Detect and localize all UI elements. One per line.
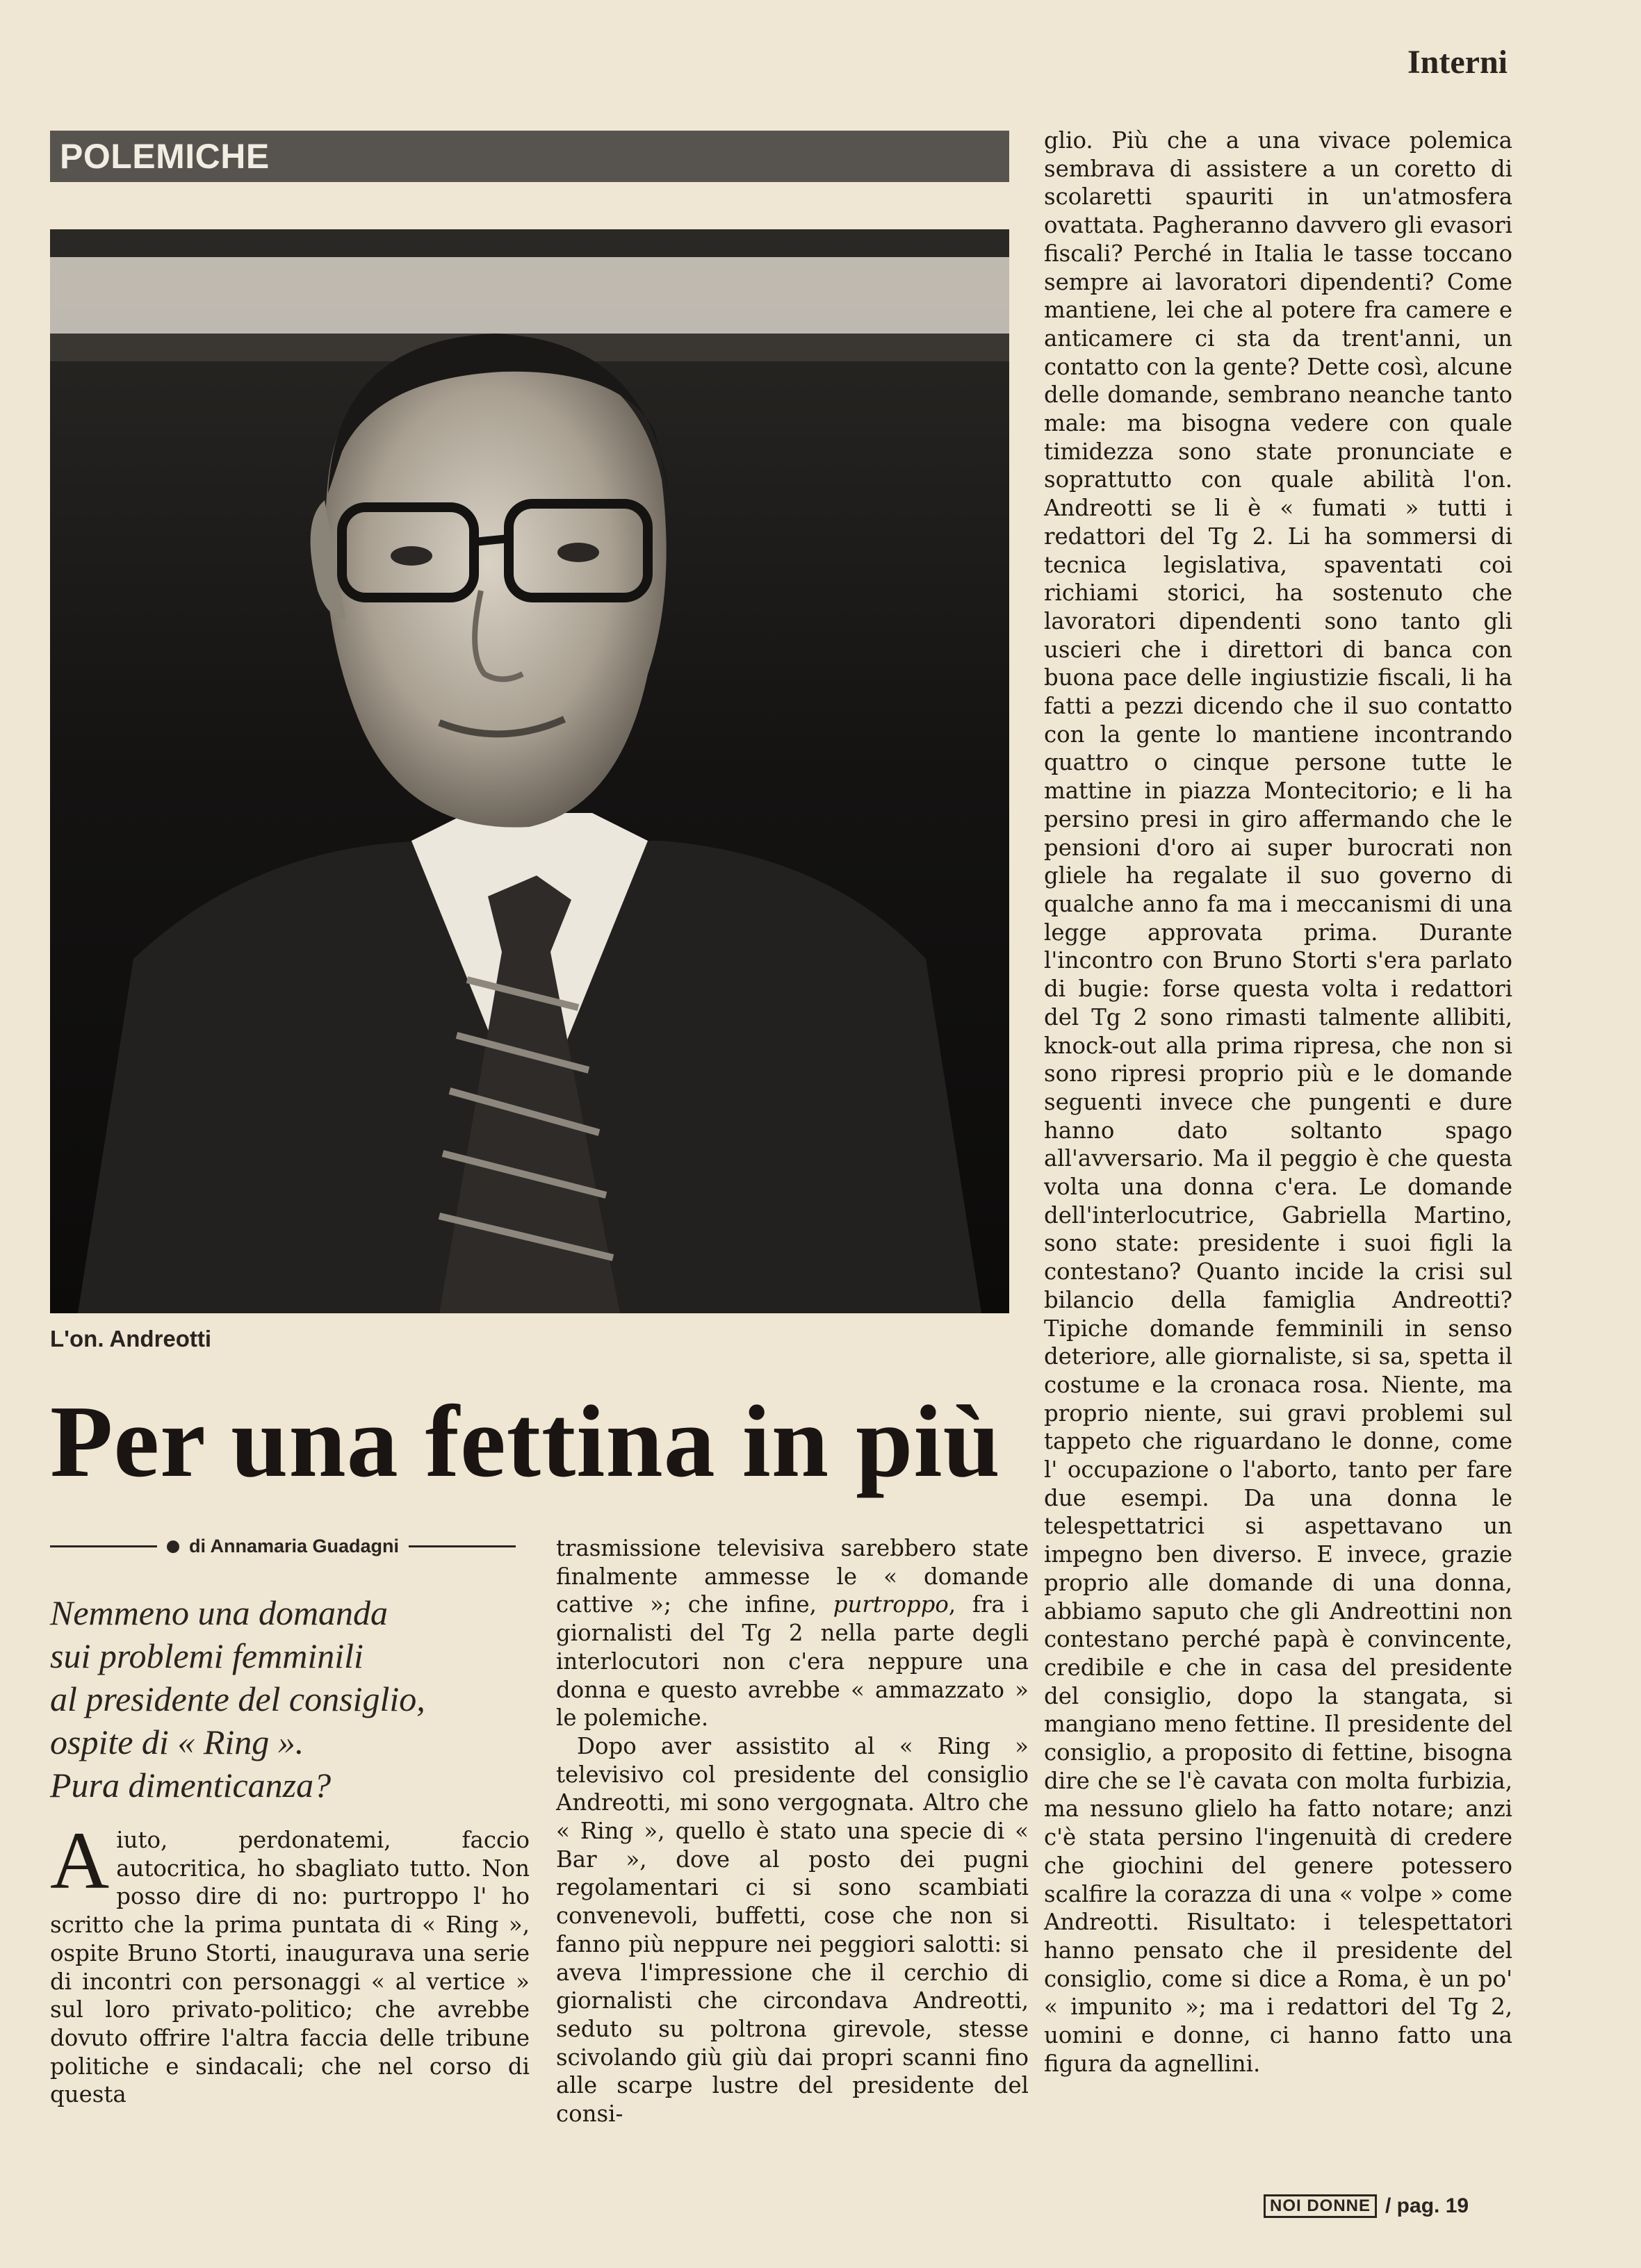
body-paragraph: glio. Più che a una vivace polemica sembrava di assistere a un coretto di scolaretti spauriti in un'atmosfera ovattata. Pagheranno davvero gli evasori fiscali? Perché in Italia le tasse toccano sempre ai lavoratori dipendenti? Come mantiene, lei che al potere fra camere e anticamere ci sta da trent'anni, un contatto con la gente? Dette così, alcune delle domande, sembrano neanche tanto male: ma bisogna vedere con quale timidezza sono state pronunciate e soprattutto con quale abilità l'on. Andreotti se li è « fumati » tutti i redattori del Tg 2. Li ha sommersi di tecnica legislativa, spaventati coi richiami storici, ha sostenuto che lavoratori dipendenti sono tanto gli uscieri che i direttori di banca con buona pace delle ingiustizie fiscali, li ha fatti a pezzi dicendo che il suo contatto con la gente lo mantiene incontrando quattro o cinque persone tutte le mattine in piazza Montecitorio; e li ha persino presi in giro affermando che le pensioni d'oro ai super burocrati non gliele ha regalate il suo governo di qualche anno fa ma i meccanismi di una legge approvata prima. Durante l'incontro con Bruno Storti s'era parlato di bugie: forse questa volta i redattori del Tg 2 sono rimasti talmente allibiti, knock-out alla prima ripresa, che non si sono ripresi proprio più e le domande seguenti invece che pungenti e dure hanno dato soltanto spago all'avversario. Ma il peggio è che questa volta una donna c'era. Le domande dell'interlocutrice, Gabriella Martino, sono state: presidente i suoi figli la contestano? Quanto incide la crisi sul bilancio della famiglia Andreotti? Tipiche domande femminili in senso deteriore, alle giornaliste, si sa, spetta il costume e la cronaca rosa. Niente, ma proprio niente, sui gravi problemi sul tappeto che riguardano le donne, come l' occupazione o l'aborto, tanto per fare due esempi. Da una donna le telespettatrici si aspettavano un impegno ben diverso. E invece, grazie proprio alle domande di una donna, abbiamo saputo che gli Andreottini non contestano perché papà è convincente, credibile e che in casa del presidente del consiglio, dopo la stangata, si mangiano meno fettine. Il presidente del consiglio, a proposito di fettine, bisogna dire che se l'è cavata con molta furbizia, ma nessuno glielo ha fatto notare; anzi c'è stata persino l'ingenuità di credere che giochini del genere potessero scalfire la corazza di una « volpe » come Andreotti. Risultato: i telespettatori hanno pensato che il presidente del consiglio, come si dice a Roma, è un po' « impunito »; ma i redattori del Tg 2, uomini e donne, ci hanno fatto una figura da agnellini. [1044, 127, 1512, 2077]
magazine-logo: NOI DONNE [1264, 2194, 1377, 2218]
paragraph-text: , fra i giornalisti del Tg 2 nella parte degli interlocutori non c'era neppure una donna e questo avrebbe « ammazzato » le polemiche. [556, 1591, 1029, 1732]
author: di Annamaria Guadagni [188, 1536, 400, 1556]
portrait-illustration [50, 229, 1009, 1313]
paragraph-text: trasmissione televisiva sarebbero state finalmente ammesse le « domande cattive »; che infine, [556, 1535, 1029, 1618]
standfirst-line: Nemmeno una domanda [50, 1593, 389, 1632]
standfirst-line: Pura dimenticanza? [50, 1766, 332, 1805]
section-label: Interni [1407, 44, 1508, 81]
body-paragraph [556, 1534, 1029, 1732]
byline-rule-right [409, 1545, 516, 1547]
rubric-label: POLEMICHE [60, 137, 270, 176]
portrait-photo [50, 229, 1009, 1313]
standfirst-line: sui problemi femminili [50, 1636, 364, 1675]
page-footer [1264, 2194, 1469, 2218]
paragraph-text: iuto, perdonatemi, faccio autocritica, ho sbagliato tutto. Non posso dire di no: purtroppo l' ho scritto che la prima puntata di « Ring », ospite Bruno Storti, inaugurava una serie di incontri con personaggi « al vertice » sul loro privato-politico; che avrebbe dovuto offrire l'altra faccia delle tribune politiche e sindacali; che nel corso di questa [50, 1827, 530, 2108]
body-column-1 [50, 1815, 530, 2109]
rubric-bar [50, 131, 1009, 182]
byline-rule-left [50, 1545, 157, 1547]
body-paragraph [50, 1815, 530, 2109]
standfirst-line: al presidente del consiglio, [50, 1679, 425, 1718]
body-paragraph: Dopo aver assistito al « Ring » televisivo col presidente del consiglio Andreotti, mi sono vergognata. Altro che « Ring », quello è stato una specie di « Bar », dove al posto dei pugni regolamentari ci si sono scambiati convenevoli, buffetti, cose che non si fanno più neppure nei peggiori salotti: si aveva l'impressione che il cerchio di giornalisti che circondava Andreotti, seduto su poltrona girevole, stesse scivolando giù giù dai propri scanni fino alle scarpe lustre del presidente del consi- [556, 1732, 1029, 2128]
headline: Per una fettina in più [50, 1385, 1001, 1499]
page-number: / pag. 19 [1385, 2194, 1469, 2217]
bullet-icon [167, 1540, 179, 1553]
body-column-2 [556, 1534, 1029, 2128]
body-column-3 [1044, 126, 1512, 2078]
byline [50, 1536, 516, 1557]
drop-cap: A [50, 1815, 110, 1906]
standfirst-line: ospite di « Ring ». [50, 1723, 304, 1761]
standfirst [50, 1591, 523, 1807]
photo-caption: L'on. Andreotti [50, 1326, 212, 1351]
italic-word: purtroppo [833, 1591, 949, 1618]
